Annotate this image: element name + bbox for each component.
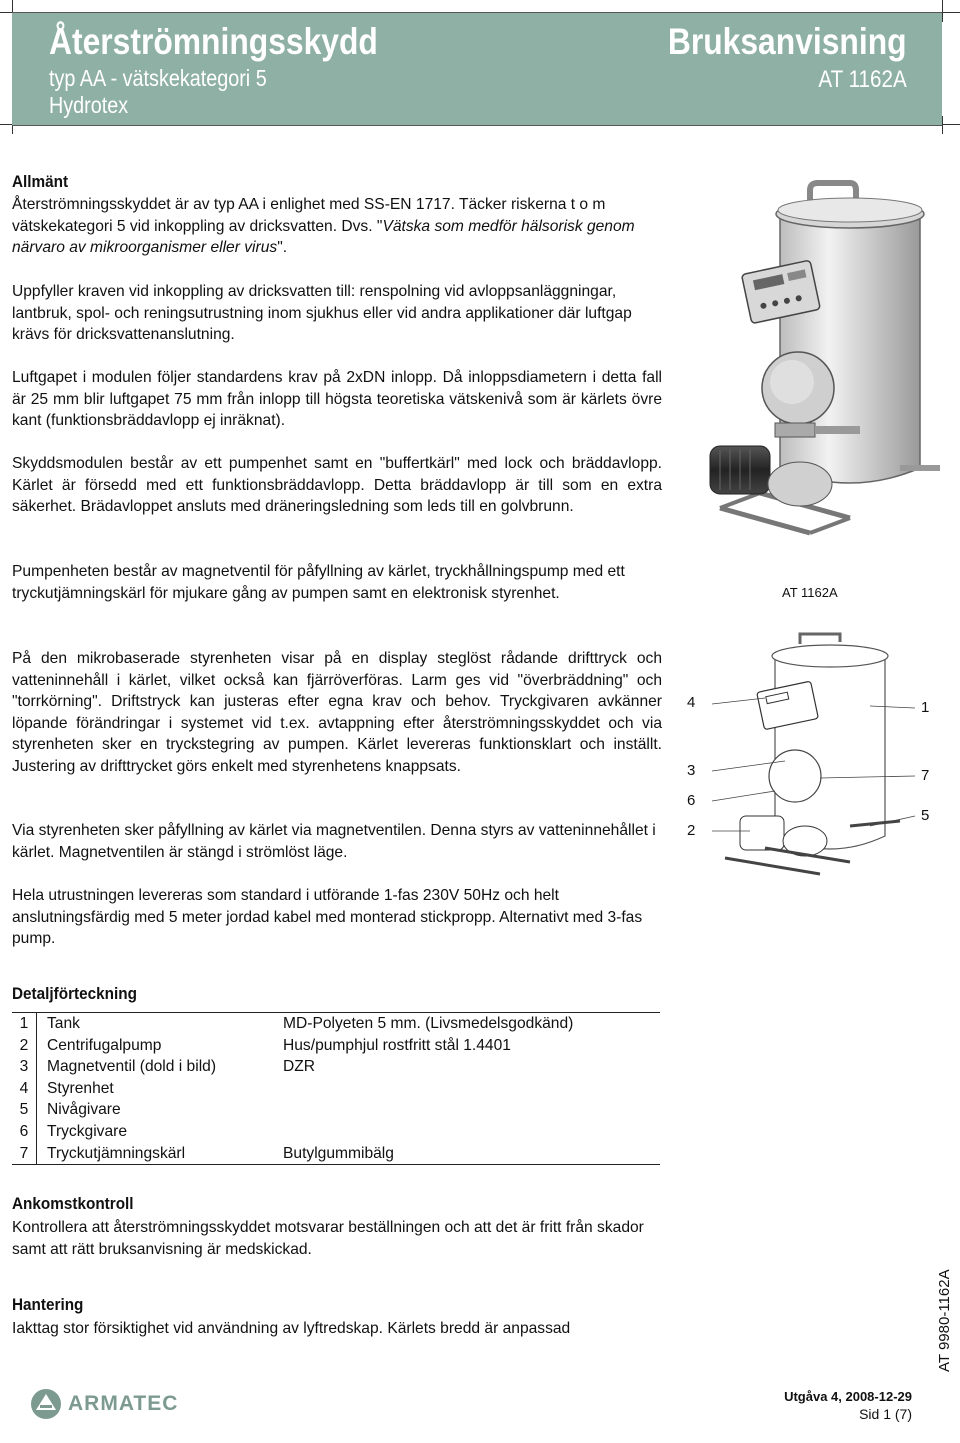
document-type: Bruksanvisning — [668, 21, 907, 62]
part-num: 3 — [12, 1056, 37, 1078]
table-row — [12, 1121, 660, 1143]
callout-6: 6 — [687, 792, 696, 809]
part-num: 5 — [12, 1099, 37, 1121]
figure-caption: AT 1162A — [782, 585, 838, 600]
part-name: Nivågivare — [47, 1101, 121, 1119]
section-heading-detalj: Detaljförteckning — [12, 984, 137, 1003]
part-material: MD-Polyeten 5 mm. (Livsmedelsgodkänd) — [283, 1015, 574, 1032]
part-material — [283, 1121, 660, 1143]
section-heading-hantering: Hantering — [12, 1295, 84, 1314]
table-row — [12, 1078, 660, 1100]
section-heading-allmant: Allmänt — [12, 172, 69, 191]
paragraph-control-unit: På den mikrobaserade styrenheten visar på en display steglöst rådande drifttryck och vatteninnehåll i kärlet, vilket också kan fjärröverföras. Larm ges vid "överbräddning" och "torrkörning". Driftstryck kan justeras efter egna krav och behov. Tryckgivaren avkänner löpande förändringar i systemet vid t.ex. avtappning efter återströmningsskyddet och via styrenheten sker en tryckstegring av pumpen. Kärlet levereras funktionsklart och inställt. Justering av drifttrycket görs enkelt med styrenhetens knappsats. — [12, 650, 662, 775]
part-name: Tryckgivare — [47, 1122, 128, 1140]
brand-name: ARMATEC — [68, 1392, 179, 1415]
callout-3: 3 — [687, 762, 696, 779]
paragraph-filling: Via styrenheten sker påfyllning av kärlet via magnetventilen. Denna styrs av vatteninnehållet i kärlet. Magnetventilen är stängd i strömlöst läge. — [12, 822, 656, 861]
part-num: 7 — [12, 1143, 37, 1165]
document-subtitle: typ AA - vätskekategori 5 — [49, 65, 267, 91]
product-line-drawing — [700, 626, 930, 876]
table-row — [12, 1035, 660, 1057]
paragraph-module: Skyddsmodulen består av ett pumpenhet samt en "buffertkärl" med lock och bräddavlopp. Kärlet är försedd med ett funktionsbräddavlopp. Detta bräddavlopp är till som en extra säkerhet. Brädavloppet ansluts med dräneringsledning som leds till en golvbrunn. — [12, 455, 662, 516]
part-material: Butylgummibälg — [283, 1144, 394, 1162]
product-illustration — [700, 178, 950, 538]
armatec-logo — [30, 1388, 178, 1420]
product-code: AT 1162A — [818, 66, 907, 93]
document-number: AT 9980-1162A — [936, 1269, 953, 1372]
part-num: 2 — [12, 1035, 37, 1057]
table-row — [12, 1056, 660, 1078]
armatec-logo-icon — [30, 1388, 62, 1420]
crop-mark — [942, 0, 943, 22]
part-name: Tryckutjämningskärl — [47, 1144, 186, 1162]
paragraph-hantering: Iakttag stor försiktighet vid användning av lyftredskap. Kärlets bredd är anpassad — [12, 1320, 571, 1337]
part-name: Magnetventil (dold i bild) — [47, 1058, 217, 1076]
part-name: Tank — [47, 1015, 80, 1032]
callout-1: 1 — [921, 699, 930, 716]
page-number: Sid 1 (7) — [859, 1406, 912, 1422]
document-brand-line: Hydrotex — [49, 92, 129, 118]
document-title: Återströmningsskydd — [49, 21, 378, 62]
callout-7: 7 — [921, 767, 930, 784]
crop-mark — [942, 116, 943, 134]
part-material — [283, 1099, 660, 1121]
table-row — [12, 1099, 660, 1121]
part-num: 1 — [12, 1013, 37, 1035]
part-name: Centrifugalpump — [47, 1036, 162, 1054]
part-material: DZR — [283, 1058, 316, 1076]
paragraph-airgap: Luftgapet i modulen följer standardens krav på 2xDN inlopp. Då inloppsdiametern i detta fall är 25 mm blir luftgapet 75 mm från inlopp till högsta teoretiska vätskenivå som är kärlets övre kant (funktionsbräddavlopp ej inräknat). — [12, 369, 662, 430]
part-num: 4 — [12, 1078, 37, 1100]
paragraph-pump-unit: Pumpenheten består av magnetventil för påfyllning av kärlet, tryckhållningspump med ett tryckutjämningskärl för mjukare gång av pumpen samt en elektronisk styrenhet. — [12, 563, 625, 602]
intro-text: Återströmningsskyddet är av typ AA i enlighet med SS-EN 1717. Täcker riskerna t o m vätskekategori 5 vid inkoppling av dricksvatten. Dvs. " — [12, 196, 606, 235]
paragraph-ankomst: Kontrollera att återströmningsskyddet motsvarar beställningen och att det är fritt från skador samt att rätt bruksanvisning är medskickad. — [12, 1219, 644, 1258]
paragraph-intro — [12, 194, 662, 259]
callout-5: 5 — [921, 807, 930, 824]
callout-4: 4 — [687, 694, 696, 711]
section-heading-ankomst: Ankomstkontroll — [12, 1194, 134, 1213]
part-num: 6 — [12, 1121, 37, 1143]
paragraph-delivery: Hela utrustningen levereras som standard i utförande 1-fas 230V 50Hz och helt anslutningsfärdig med 5 meter jordad kabel med monterad stickpropp. Alternativt med 3-fas pump. — [12, 887, 643, 948]
callout-2: 2 — [687, 822, 696, 839]
part-material: Hus/pumphjul rostfritt stål 1.4401 — [283, 1036, 511, 1054]
table-row — [12, 1143, 660, 1165]
table-row — [12, 1013, 660, 1035]
intro-end: ". — [277, 239, 288, 257]
parts-table — [12, 1012, 660, 1165]
edition-date: Utgåva 4, 2008-12-29 — [784, 1389, 912, 1404]
part-name: Styrenhet — [47, 1079, 114, 1097]
paragraph-requirements: Uppfyller kraven vid inkoppling av dricksvatten till: renspolning vid avloppsanläggningar, lantbruk, spol- och reningsutrustning inom sjukhus eller vid andra applikationer där luftgap krävs för dricksvattenanslutning. — [12, 283, 632, 344]
part-material — [283, 1078, 660, 1100]
page-header — [12, 12, 942, 126]
intro-italic: Vätska som medför hälsorisk genom närvaro av mikroorganismer eller virus — [12, 217, 635, 257]
